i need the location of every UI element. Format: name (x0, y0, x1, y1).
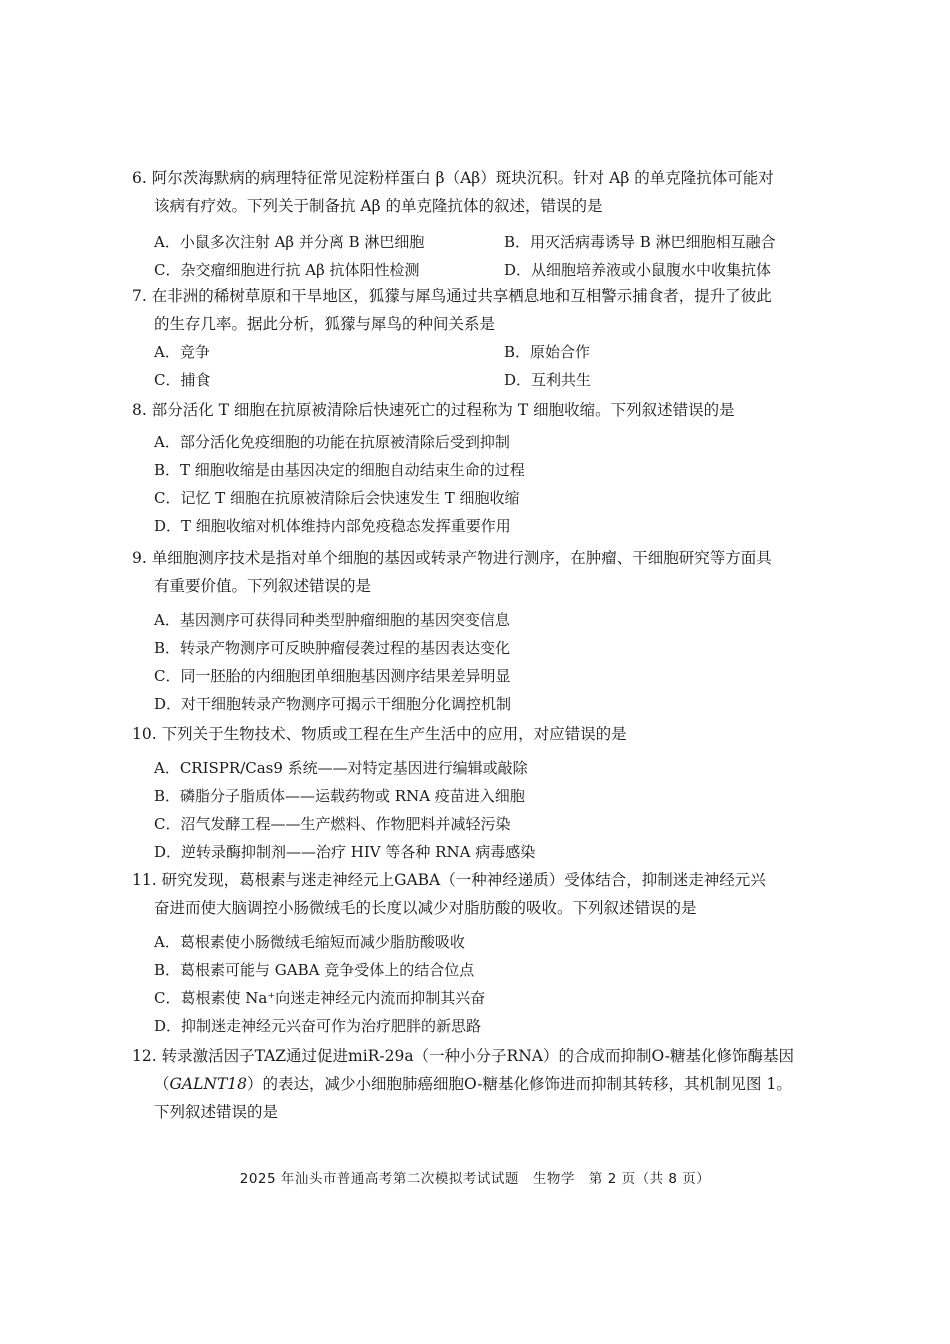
question-7-stem-line1: 7. 在非洲的稀树草原和干旱地区，狐獴与犀鸟通过共享栖息地和互相警示捕食者，提升了彼此 (132, 287, 772, 305)
question-10-option-d: D．逆转录酶抑制剂——治疗 HIV 等各种 RNA 病毒感染 (154, 843, 536, 861)
question-10-option-c: C．沼气发酵工程——生产燃料、作物肥料并减轻污染 (154, 815, 511, 833)
question-9-option-c: C．同一胚胎的内细胞团单细胞基因测序结果差异明显 (154, 667, 511, 685)
question-8-option-c: C．记忆 T 细胞在抗原被清除后会快速发生 T 细胞收缩 (154, 489, 520, 507)
question-8-option-a: A．部分活化免疫细胞的功能在抗原被清除后受到抑制 (154, 433, 510, 451)
question-10 (132, 720, 828, 866)
question-9-option-d: D．对干细胞转录产物测序可揭示干细胞分化调控机制 (154, 695, 512, 713)
question-6-option-a: A．小鼠多次注射 Aβ 并分离 B 淋巴细胞 (154, 233, 425, 251)
question-11 (132, 866, 828, 1040)
question-6-option-c: C．杂交瘤细胞进行抗 Aβ 抗体阳性检测 (154, 261, 420, 279)
question-10-option-b: B．磷脂分子脂质体——运载药物或 RNA 疫苗进入细胞 (154, 787, 525, 805)
question-6-stem-line2: 该病有疗效。下列关于制备抗 Aβ 的单克隆抗体的叙述，错误的是 (154, 197, 603, 215)
question-12-gene-name: GALNT18 (169, 1075, 248, 1093)
question-8 (132, 396, 828, 540)
question-9-option-a: A．基因测序可获得同种类型肿瘤细胞的基因突变信息 (154, 611, 510, 629)
page-footer: 2025 年汕头市普通高考第二次模拟考试试题 生物学 第 2 页（共 8 页） (239, 1171, 711, 1187)
question-11-stem-line1: 11. 研究发现，葛根素与迷走神经元上GABA（一种神经递质）受体结合，抑制迷走神经元兴 (132, 871, 766, 889)
question-12-paren-open: （ (154, 1075, 170, 1093)
question-7-option-c: C．捕食 (154, 371, 211, 389)
question-7-option-d: D．互利共生 (504, 371, 592, 389)
question-11-stem-line2: 奋进而使大脑调控小肠微绒毛的长度以减少对脂肪酸的吸收。下列叙述错误的是 (154, 899, 697, 917)
question-9 (132, 544, 828, 718)
question-11-option-a: A．葛根素使小肠微绒毛缩短而减少脂肪酸吸收 (154, 933, 465, 951)
question-6-option-b: B．用灭活病毒诱导 B 淋巴细胞相互融合 (504, 233, 776, 251)
question-7-option-a: A．竞争 (154, 343, 210, 361)
question-12 (132, 1042, 828, 1126)
question-12-stem-line1: 12. 转录激活因子TAZ通过促进miR-29a（一种小分子RNA）的合成而抑制O-糖基化修饰酶基因 (132, 1047, 794, 1065)
question-7-stem-line2: 的生存几率。据此分析，狐獴与犀鸟的种间关系是 (154, 315, 496, 333)
question-6-option-d: D．从细胞培养液或小鼠腹水中收集抗体 (504, 261, 772, 279)
question-7-options (132, 338, 828, 394)
question-9-option-b: B．转录产物测序可反映肿瘤侵袭过程的基因表达变化 (154, 639, 511, 657)
question-6-stem-line1: 6. 阿尔茨海默病的病理特征常见淀粉样蛋白 β（Aβ）斑块沉积。针对 Aβ 的单克隆抗体可能对 (132, 169, 774, 187)
question-10-stem-line1: 10. 下列关于生物技术、物质或工程在生产生活中的应用，对应错误的是 (132, 725, 627, 743)
question-8-stem-line1: 8. 部分活化 T 细胞在抗原被清除后快速死亡的过程称为 T 细胞收缩。下列叙述错误的是 (132, 401, 735, 419)
question-8-option-d: D．T 细胞收缩对机体维持内部免疫稳态发挥重要作用 (154, 517, 511, 535)
question-11-option-c: C．葛根素使 Na⁺向迷走神经元内流而抑制其兴奋 (154, 989, 486, 1007)
question-6 (132, 164, 828, 284)
question-6-options (132, 228, 828, 284)
question-7 (132, 282, 828, 394)
question-7-option-b: B．原始合作 (504, 343, 591, 361)
question-8-option-b: B．T 细胞收缩是由基因决定的细胞自动结束生命的过程 (154, 461, 525, 479)
question-9-stem-line2: 有重要价值。下列叙述错误的是 (154, 577, 372, 595)
question-9-stem-line1: 9. 单细胞测序技术是指对单个细胞的基因或转录产物进行测序，在肿瘤、干细胞研究等方面具 (132, 549, 772, 567)
question-12-stem-line2 (132, 1070, 828, 1098)
question-11-option-d: D．抑制迷走神经元兴奋可作为治疗肥胖的新思路 (154, 1017, 482, 1035)
question-11-option-b: B．葛根素可能与 GABA 竞争受体上的结合位点 (154, 961, 475, 979)
question-12-stem-line3: 下列叙述错误的是 (154, 1103, 279, 1121)
question-12-stem-line2-rest: ）的表达，减少小细胞肺癌细胞O-糖基化修饰进而抑制其转移，其机制见图 1。 (247, 1075, 792, 1093)
question-10-option-a: A．CRISPR/Cas9 系统——对特定基因进行编辑或敲除 (154, 759, 528, 777)
